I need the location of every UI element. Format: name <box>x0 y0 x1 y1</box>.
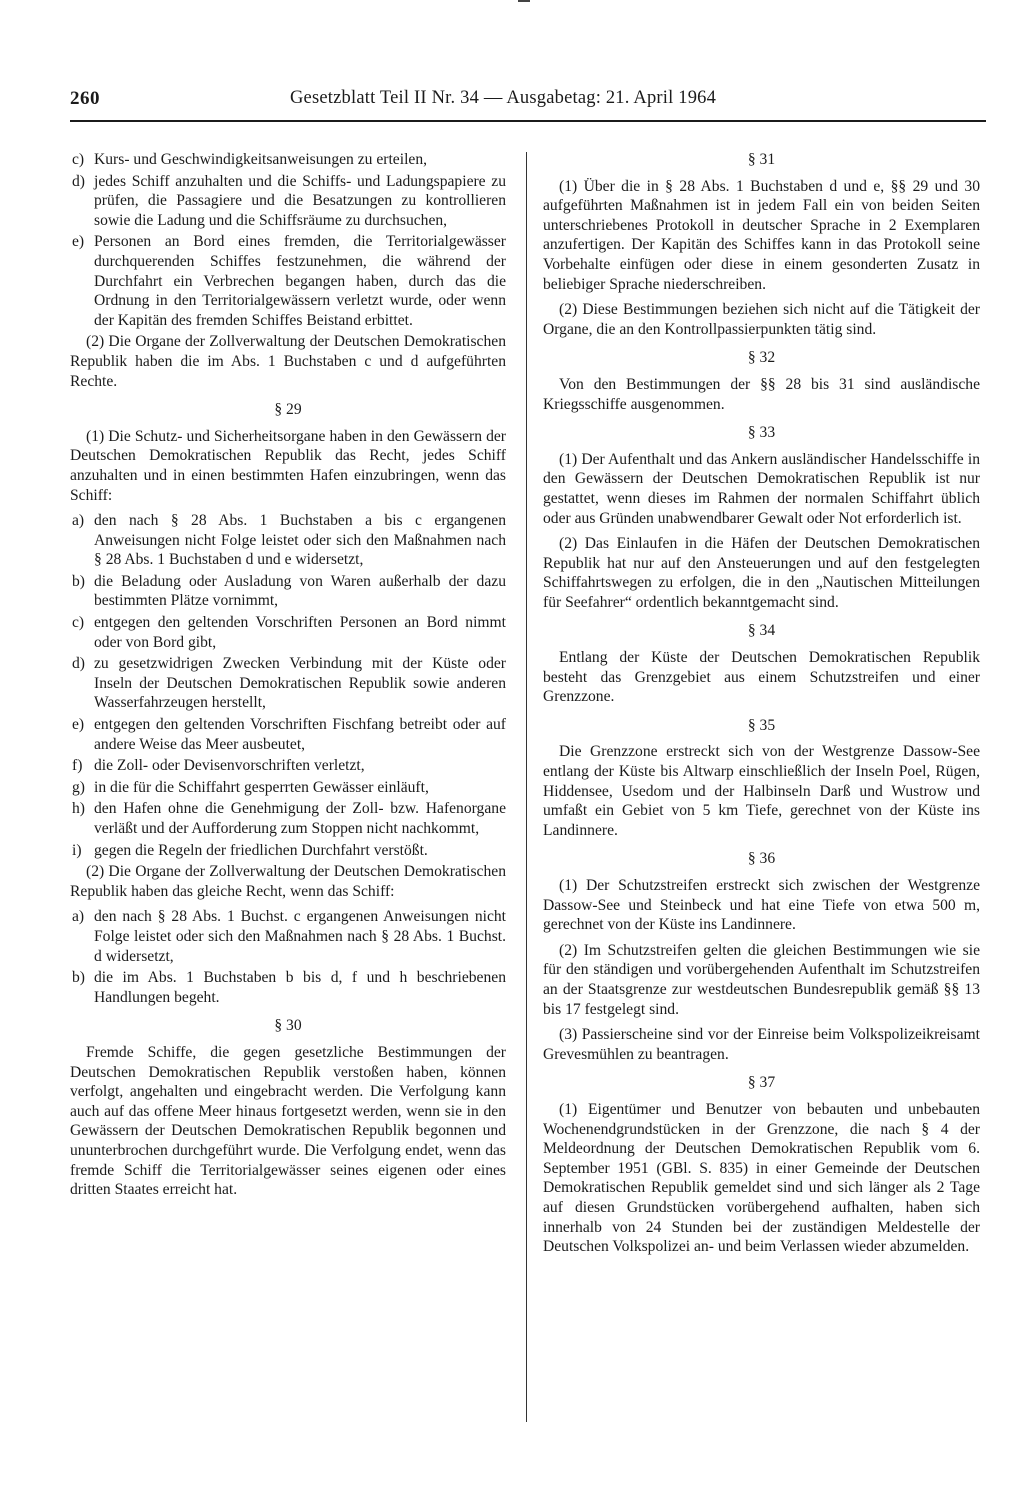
list-item-text: die Zoll- oder Devisenvorschriften verletzt, <box>94 757 365 775</box>
list-item-text: jedes Schiff anzuhalten und die Schiffs- und Ladungspapiere zu prüfen, die Passagiere und die Besatzungen zu kontrollieren sowie die Ladung und die Schiffsräume zu durchsuchen, <box>94 172 506 229</box>
list-item <box>70 841 506 861</box>
page-header <box>70 86 986 122</box>
list-item <box>70 172 506 231</box>
list-item <box>70 968 506 1007</box>
list-item <box>70 572 506 611</box>
list-item-marker: e) <box>72 233 85 251</box>
list-item-marker: e) <box>72 716 85 734</box>
section-29-heading: § 29 <box>274 401 302 419</box>
list-item-marker: b) <box>72 969 85 987</box>
list-item-marker: b) <box>72 572 85 590</box>
top-mark <box>518 0 530 2</box>
s31-paragraph-1: (1) Über die in § 28 Abs. 1 Buchstaben d und e, §§ 29 und 30 aufgeführten Maßnahmen ist in jedem Fall ein von beiden Seiten unterschriebenes Protokoll in deutscher Sprache in 2 Exemplaren anzufertigen. Der Kapitän des Schiffes kann in das Protokoll seine Vorbehalte einfügen oder diese in einem gesonderten Zusatz in beliebiger Sprache niederschreiben. <box>543 177 980 293</box>
section-30-heading: § 30 <box>274 1017 302 1035</box>
section-35-heading: § 35 <box>747 716 776 734</box>
list-item-marker: i) <box>72 841 82 859</box>
s36-paragraph-3: (3) Passierscheine sind vor der Einreise beim Volkspolizeikreisamt Grevesmühlen zu beantragen. <box>543 1026 980 1063</box>
section-31-heading: § 31 <box>747 151 776 168</box>
section-34-heading: § 34 <box>747 622 776 640</box>
s33-paragraph-1: (1) Der Aufenthalt und das Ankern ausländischer Handelsschiffe in den Gewässern der Deutschen Demokratischen Republik ist nur gestattet, wenn dieses im Rahmen der normalen Schiffahrt üblich oder aus Gründen unabwendbarer Gewalt oder Not erforderlich ist. <box>543 450 980 527</box>
list-item <box>70 511 506 570</box>
list-item <box>70 907 506 966</box>
list-item-text: die im Abs. 1 Buchstaben b bis d, f und h beschriebenen Handlungen begeht. <box>94 969 506 1006</box>
list-item <box>70 613 506 652</box>
list-item-text: den nach § 28 Abs. 1 Buchstaben a bis c ergangenen Anweisungen nicht Folge leistet oder sich den Maßnahmen nach § 28 Abs. 1 Buchstaben d und e widersetzt, <box>94 512 506 569</box>
right-column <box>543 150 980 1263</box>
list-item-marker: f) <box>72 757 83 775</box>
s32-paragraph: Von den Bestimmungen der §§ 28 bis 31 sind ausländische Kriegsschiffe ausgenommen. <box>543 375 980 413</box>
s28-paragraph-2: (2) Die Organe der Zollverwaltung der Deutschen Demokratischen Republik haben die im Abs. 1 Buchstaben c und d aufgeführten Rechte. <box>70 333 506 390</box>
list-item-marker: a) <box>72 908 85 926</box>
section-36-heading: § 36 <box>747 850 776 868</box>
list-item-marker: a) <box>72 512 85 530</box>
s33-paragraph-2: (2) Das Einlaufen in die Häfen der Deutschen Demokratischen Republik hat nur auf den Ansteuerungen und auf den festgelegten Schiffahrtswegen zu erfolgen, die in den „Nautischen Mitteilungen für Seefahrer“ ordentlich bekanntgemacht sind. <box>543 535 980 611</box>
list-item-marker: c) <box>72 614 85 632</box>
list-item-text: zu gesetzwidrigen Zwecken Verbindung mit der Küste oder Inseln der Deutschen Demokratischen Republik sowie anderen Wasserfahrzeugen herstellt, <box>94 655 506 712</box>
header-title: Gesetzblatt Teil II Nr. 34 — Ausgabetag: 21. April 1964 <box>290 88 717 108</box>
list-item <box>70 799 506 838</box>
s29-paragraph-2: (2) Die Organe der Zollverwaltung der Deutschen Demokratischen Republik haben das gleiche Recht, wenn das Schiff: <box>70 863 506 900</box>
section-33-heading: § 33 <box>747 424 776 442</box>
s36-paragraph-2: (2) Im Schutzstreifen gelten die gleichen Bestimmungen wie sie für den ständigen und vorübergehenden Aufenthalt im Schutzstreifen an der Staatsgrenze zur westdeutschen Bundesrepublik gemäß §§ 13 bis 17 festgelegt sind. <box>543 941 980 1018</box>
list-item-marker: c) <box>72 151 85 168</box>
list-item-text: die Beladung oder Ausladung von Waren außerhalb der dazu bestimmten Plätze vornimmt, <box>94 572 506 610</box>
list-item-text: entgegen den geltenden Vorschriften Personen an Bord nimmt oder von Bord gibt, <box>94 614 506 651</box>
list-item <box>70 778 506 798</box>
list-item <box>70 232 506 330</box>
s31-paragraph-2: (2) Diese Bestimmungen beziehen sich nicht auf die Tätigkeit der Organe, die an den Kontrollpassierpunkten tätig sind. <box>543 301 980 338</box>
list-item-marker: d) <box>72 172 85 190</box>
list-item <box>70 150 506 170</box>
list-item-text: Personen an Bord eines fremden, die Territorialgewässer durchquerenden Schiffes festzunehmen, die während der Durchfahrt ein Verbrechen begangen haben, durch das die Ordnung in den Territorialgewässern verletzt wurde, oder wenn der Kapitän des fremden Schiffes Beistand erbittet. <box>94 233 506 329</box>
list-item-text: entgegen den geltenden Vorschriften Fischfang betreibt oder auf andere Weise das Meer ausbeutet, <box>94 716 506 753</box>
s36-paragraph-1: (1) Der Schutzstreifen erstreckt sich zwischen der Westgrenze Dassow-See und Steinbeck und hat eine Tiefe von etwa 500 m, gerechnet von der Küste ins Landinnere. <box>543 877 980 934</box>
section-37-heading: § 37 <box>747 1074 776 1092</box>
s28-items <box>70 150 506 330</box>
list-item <box>70 654 506 713</box>
s30-paragraph: Fremde Schiffe, die gegen gesetzliche Bestimmungen der Deutschen Demokratischen Republik verstoßen haben, können verfolgt, angehalten und eingebracht werden. Die Verfolgung kann auch auf das offene Meer hinaus fortgesetzt werden, wenn sie in den Gewässern der Deutschen Demokratischen Republik begonnen und ununterbrochen durchgeführt wurde. Die Verfolgung endet, wenn das fremde Schiff die Territorialgewässer seines eigenen oder eines dritten Staates erreicht hat. <box>70 1043 506 1199</box>
list-item-text: Kurs- und Geschwindigkeitsanweisungen zu erteilen, <box>94 151 428 168</box>
list-item-text: den nach § 28 Abs. 1 Buchst. c ergangenen Anweisungen nicht Folge leistet oder sich den Maßnahmen nach § 28 Abs. 1 Buchst. d widersetzt, <box>94 908 506 965</box>
list-item-marker: d) <box>72 655 85 673</box>
page-number: 260 <box>70 88 100 109</box>
list-item-text: gegen die Regeln der friedlichen Durchfahrt verstößt. <box>94 841 428 859</box>
left-column <box>70 150 506 1206</box>
column-divider <box>526 152 527 1422</box>
list-item-text: in die für die Schiffahrt gesperrten Gewässer einläuft, <box>94 778 429 796</box>
s34-paragraph: Entlang der Küste der Deutschen Demokratischen Republik besteht das Grenzgebiet aus einem Schutzstreifen und einer Grenzzone. <box>543 649 980 706</box>
list-item <box>70 715 506 754</box>
list-item <box>70 756 506 776</box>
s29-items-2 <box>70 907 506 1007</box>
s37-paragraph-1: (1) Eigentümer und Benutzer von bebauten und unbebauten Wochenendgrundstücken in der Grenzzone, die nach § 4 der Meldeordnung der Deutschen Demokratischen Republik vom 6. September 1951 (GBl. S. 835) in einer Gemeinde der Deutschen Demokratischen Republik gemeldet sind und sich länger als 2 Tage auf diesen Grundstücken vorübergehend aufhalten, haben sich innerhalb von 24 Stunden bei der zuständigen Meldestelle der Deutschen Volkspolizei an- und beim Verlassen wieder abzumelden. <box>543 1100 980 1256</box>
s29-paragraph-1: (1) Die Schutz- und Sicherheitsorgane haben in den Gewässern der Deutschen Demokratischen Republik das Recht, jedes Schiff anzuhalten und in einen bestimmten Hafen einzubringen, wenn das Schiff: <box>70 427 506 504</box>
list-item-marker: g) <box>72 778 85 796</box>
list-item-marker: h) <box>72 800 85 818</box>
section-32-heading: § 32 <box>747 349 776 367</box>
s29-items-1 <box>70 511 506 860</box>
list-item-text: den Hafen ohne die Genehmigung der Zoll- bzw. Hafenorgane verläßt und der Aufforderung zum Stoppen nicht nachkommt, <box>94 800 506 837</box>
s35-paragraph: Die Grenzzone erstreckt sich von der Westgrenze Dassow-See entlang der Küste bis Altwarp einschließlich der Inseln Poel, Rügen, Hiddensee, Usedom und der Halbinseln Darß und Wustrow und umfaßt ein Gebiet von 5 km Tiefe, gerechnet von der Küste ins Landinnere. <box>543 743 980 839</box>
